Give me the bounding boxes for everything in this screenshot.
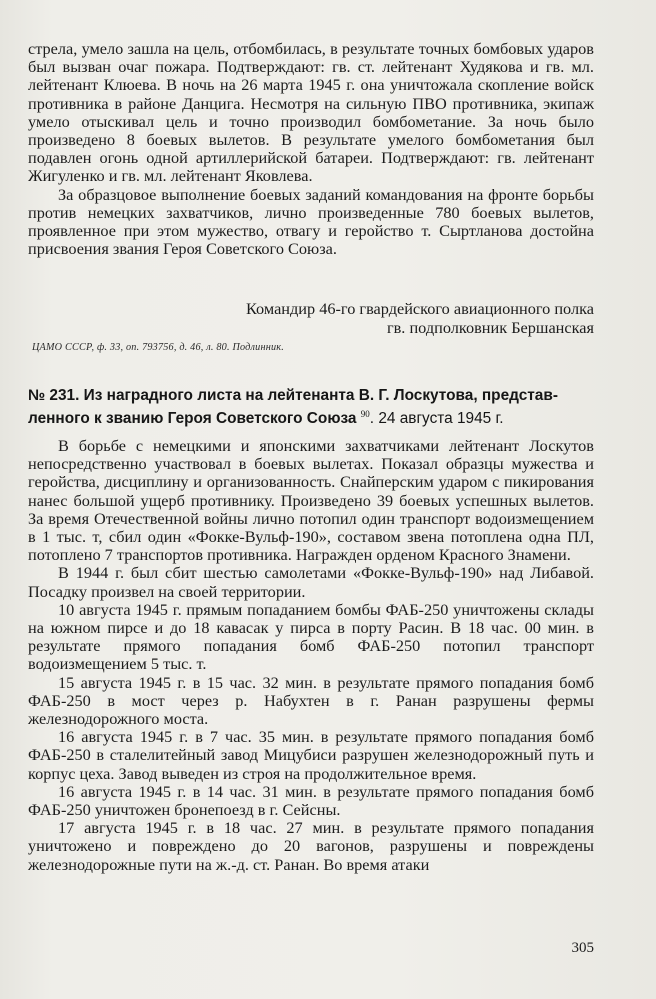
page-number: 305	[571, 940, 594, 956]
paragraph-aug-10: 10 августа 1945 г. прямым попаданием бомбы ФАБ-250 уничтожены склады на южном пирсе и до 18 кавасак у пирса в порту Расин. В 18 час. 00 мин. в результате прямого попадания бомб ФАБ-250 потопил транспорт водоизмещением 5 тыс. т.	[28, 599, 594, 674]
paragraph-continued-report: стрела, умело зашла на цель, отбомбилась, в результате точных бомбовых ударов был вызван очаг пожара. Подтверждают: гв. ст. лейтенант Худякова и гв. мл. лейтенант Клюева. В ночь на 26 марта 1945 г. она уничтожала скопление войск противника в районе Данцига. Несмотря на сильную ПВО противника, экипаж умело отыскивал цель и точно производил бомбометание. За ночь было произведено 8 боевых вылетов. В результате умелого бомбометания был подавлен огонь одной артиллерийской батареи. Подтверждают: гв. лейтенант Жигуленко и гв. мл. лейтенант Яковлева.	[28, 39, 594, 186]
paragraph-recommendation: За образцовое выполнение боевых заданий командования на фронте борьбы против немецких захватчиков, лично произведенные 780 боевых вылетов, проявленное при этом мужество, отвагу и геройство т. Сыртланова достойна присвоения звания Героя Советского Союза.	[28, 184, 594, 259]
document-heading	[28, 386, 594, 428]
heading-title-end: ленного к званию Героя Советского Союза	[28, 410, 357, 427]
heading-line-2	[28, 405, 594, 428]
paragraph-aug-17: 17 августа 1945 г. в 18 час. 27 мин. в результате прямого попадания уничтожено и повреждено до 20 вагонов, разрушены и повреждены железнодорожные пути на ж.-д. ст. Ранан. Во время атаки	[28, 818, 594, 874]
paragraph-aug-16-morning: 16 августа 1945 г. в 7 час. 35 мин. в результате прямого попадания бомб ФАБ-250 в сталелитейный завод Мицубиси разрушен железнодорожный путь и корпус цеха. Завод выведен из строя на продолжительное время.	[28, 727, 594, 783]
paragraph-aug-16-afternoon: 16 августа 1945 г. в 14 час. 31 мин. в результате прямого попадания бомб ФАБ-250 уничтожен бронепоезд в г. Сейсны.	[28, 781, 594, 820]
continued-text-block	[28, 40, 594, 258]
footnote-marker: 90	[360, 409, 370, 419]
paragraph-combat-summary: В борьбе с немецкими и японскими захватчиками лейтенант Лоскутов непосредственно участвовал в боевых вылетах. Показал образцы мужества и геройства, дисциплину и организованность. Снайперским ударом с пикирования нанес большой ущерб противнику. Произведено 39 боевых успешных вылетов. За время Отечественной войны лично потопил один транспорт водоизмещением в 1 тыс. т, сбил один «Фокке-Вульф-190», составом звена потоплена одна ПЛ, потоплено 7 транспортов противника. Награжден орденом Красного Знамени.	[28, 436, 594, 565]
signature-commander-name: гв. подполковник Бершанская	[386, 318, 594, 337]
archive-reference: ЦАМО СССР, ф. 33, оп. 793756, д. 46, л. 80. Подлинник.	[32, 342, 284, 353]
paragraph-aug-15: 15 августа 1945 г. в 15 час. 32 мин. в результате прямого попадания бомб ФАБ-250 в мост через р. Набухтен в г. Ранан разрушены фермы железнодорожного моста.	[28, 672, 594, 729]
heading-line-1: № 231. Из наградного листа на лейтенанта В. Г. Лоскутова, представ-	[28, 387, 558, 404]
heading-date: . 24 августа 1945 г.	[369, 410, 504, 427]
paragraph-1944: В 1944 г. был сбит шестью самолетами «Фокке-Вульф-190» над Либавой. Посадку произвел на своей территории.	[28, 563, 594, 601]
signature-commander-title: Командир 46-го гвардейского авиационного полка	[246, 299, 594, 318]
award-sheet-text	[28, 437, 594, 874]
